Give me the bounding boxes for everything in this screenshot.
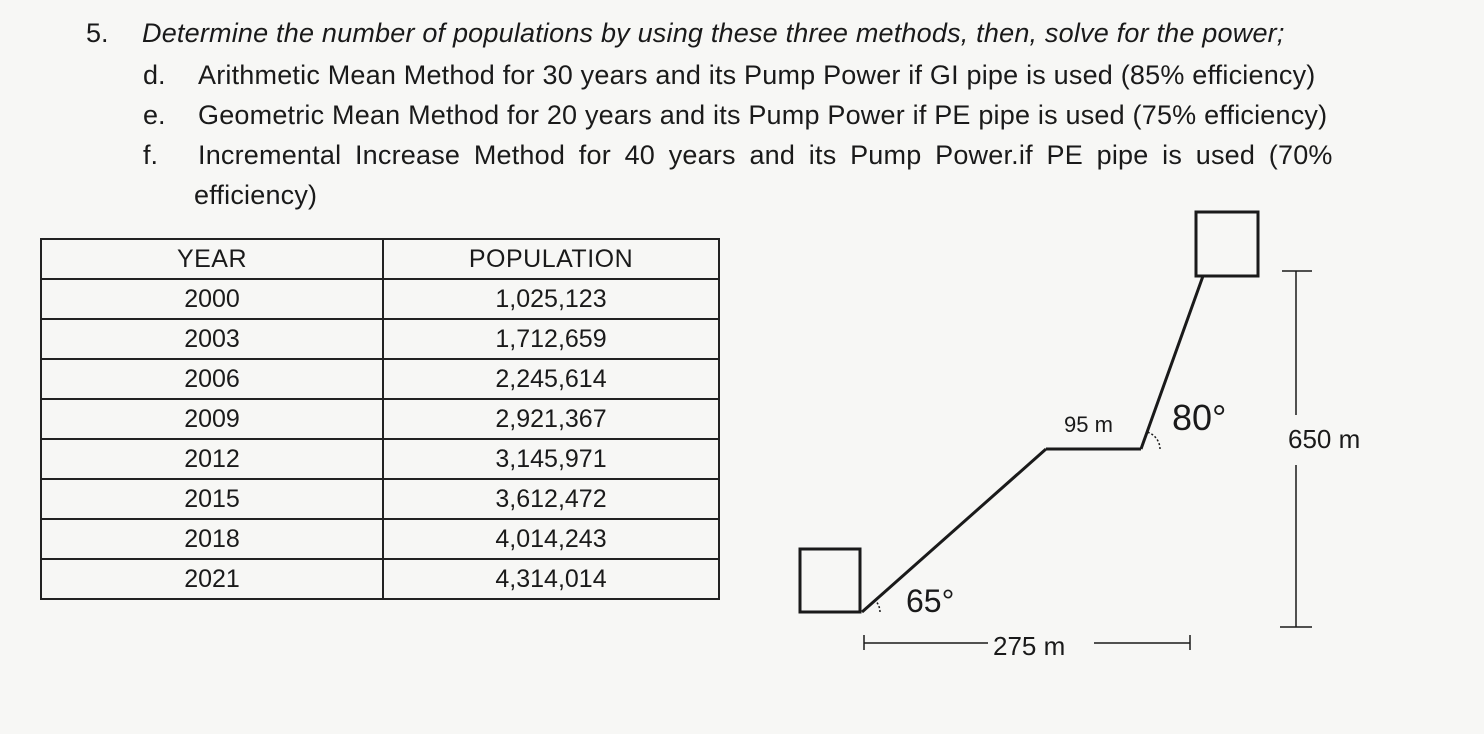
- year-cell: 2021: [41, 559, 383, 599]
- population-cell: 3,145,971: [383, 439, 719, 479]
- question-prompt: Determine the number of populations by using these three methods, then, solve for the power;: [142, 18, 1285, 48]
- population-cell: 1,025,123: [383, 279, 719, 319]
- lower-reservoir-box: [800, 549, 860, 612]
- year-header: YEAR: [41, 239, 383, 279]
- horizontal-distance-label: 275 m: [993, 631, 1066, 661]
- item-d-letter: d.: [143, 60, 166, 90]
- population-cell: 2,921,367: [383, 399, 719, 439]
- population-cell: 2,245,614: [383, 359, 719, 399]
- year-cell: 2012: [41, 439, 383, 479]
- angle-arc-top: [1147, 432, 1160, 449]
- population-cell: 4,314,014: [383, 559, 719, 599]
- horizontal-segment-label: 95 m: [1064, 412, 1113, 437]
- upper-reservoir-box: [1196, 212, 1258, 276]
- year-cell: 2000: [41, 279, 383, 319]
- year-cell: 2003: [41, 319, 383, 359]
- item-e-letter: e.: [143, 100, 166, 130]
- year-cell: 2015: [41, 479, 383, 519]
- population-cell: 4,014,243: [383, 519, 719, 559]
- question-number: 5.: [86, 18, 109, 48]
- item-e-text: Geometric Mean Method for 20 years and its Pump Power if PE pipe is used (75% efficiency): [198, 100, 1328, 130]
- population-header: POPULATION: [383, 239, 719, 279]
- year-cell: 2009: [41, 399, 383, 439]
- item-f-text: Incremental Increase Method for 40 years and its Pump Power.if PE pipe is used (70%: [198, 140, 1333, 170]
- year-cell: 2018: [41, 519, 383, 559]
- vertical-height-label: 650 m: [1288, 424, 1361, 454]
- angle-top-label: 80°: [1172, 397, 1227, 438]
- population-cell: 1,712,659: [383, 319, 719, 359]
- angle-bottom-label: 65°: [906, 583, 955, 619]
- year-cell: 2006: [41, 359, 383, 399]
- population-cell: 3,612,472: [383, 479, 719, 519]
- item-d-text: Arithmetic Mean Method for 30 years and its Pump Power if GI pipe is used (85% efficiency): [198, 60, 1316, 90]
- item-f-continuation: efficiency): [194, 180, 318, 210]
- item-f-letter: f.: [143, 140, 159, 170]
